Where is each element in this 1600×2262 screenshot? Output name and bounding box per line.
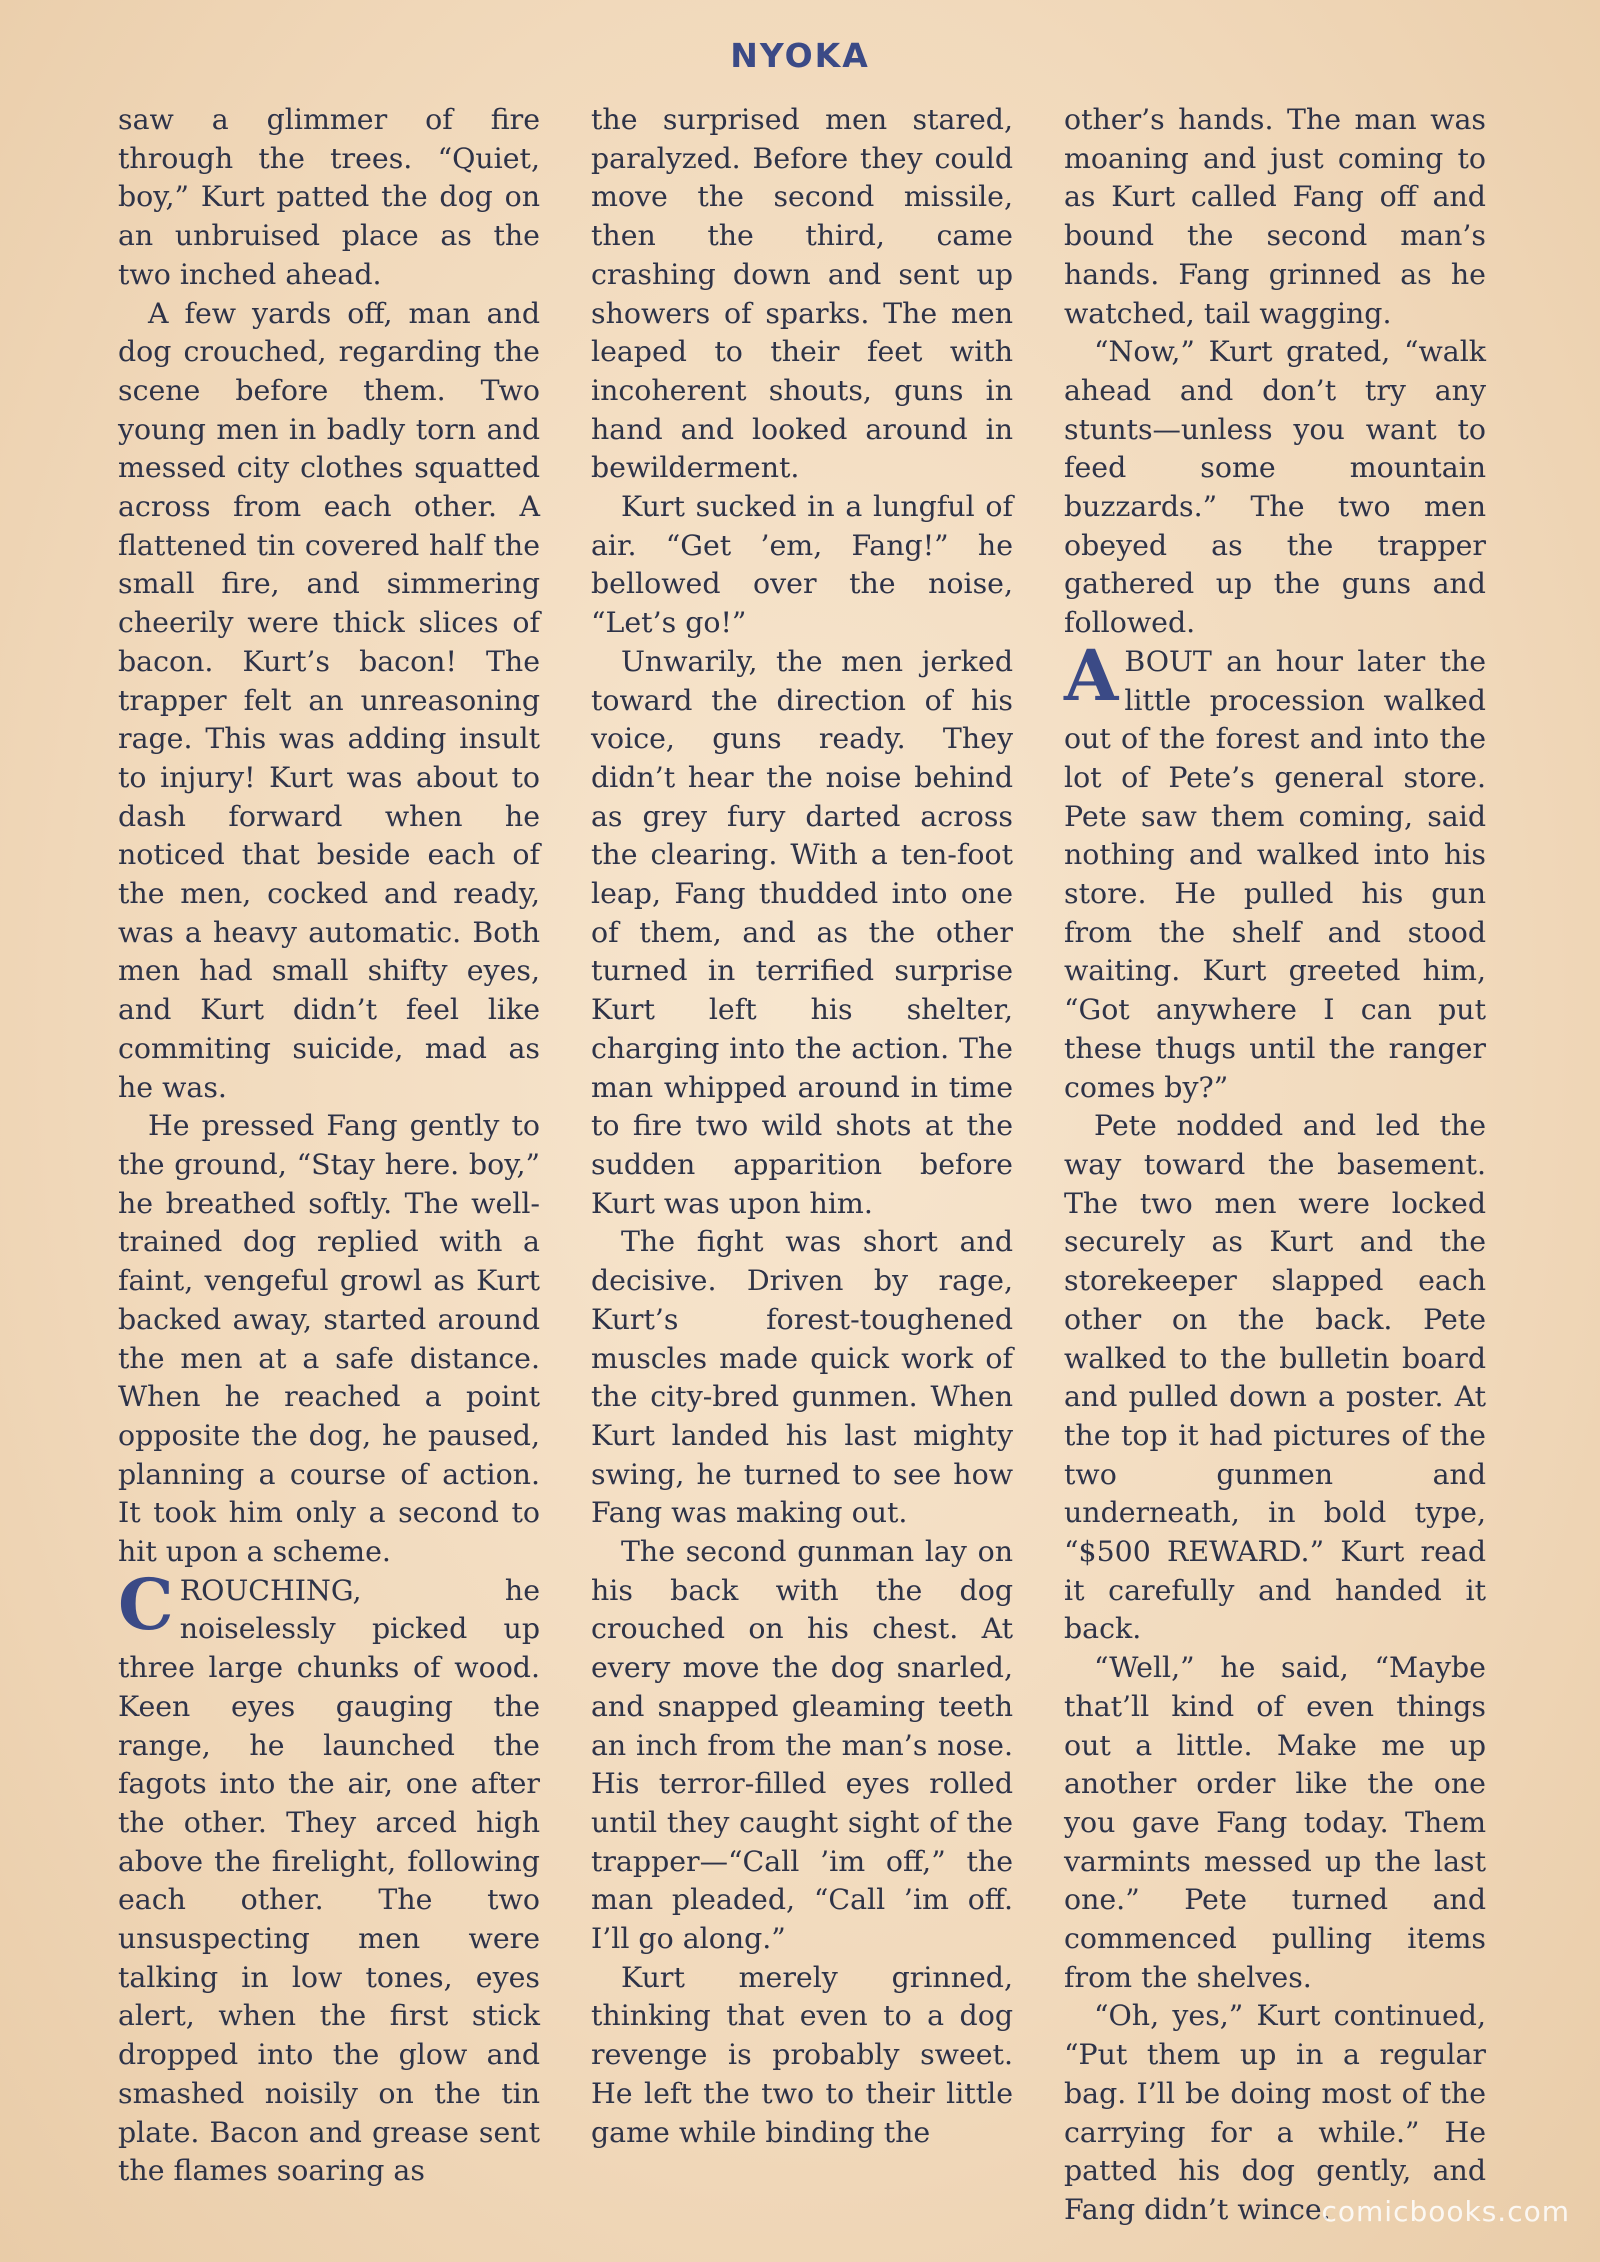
drop-cap: A <box>1064 633 1119 717</box>
paragraph-text: the surprised men stared, paralyzed. Before they could move the second missile, then the third, came crashing down and sent up showers of sparks. The men leaped to their feet with incoherent shouts, guns in hand and looked around in bewilderment. <box>591 103 1013 485</box>
text-column-2 <box>591 101 1013 2152</box>
text-column-3 <box>1064 101 1486 2230</box>
paragraph-text: Kurt merely grinned, thinking that even to a dog revenge is probably sweet. He left the two to their little game while binding the <box>591 1960 1013 2149</box>
page-title: NYOKA <box>730 36 870 75</box>
paragraph <box>591 1223 1013 1533</box>
paragraph <box>1064 1649 1486 1997</box>
paragraph-text: The fight was short and decisive. Driven by rage, Kurt’s forest-toughened muscles made quick work of the city-bred gunmen. When Kurt landed his last mighty swing, he turned to see how Fang was making out. <box>591 1225 1013 1530</box>
paragraph-text: other’s hands. The man was moaning and just coming to as Kurt called Fang off and bound the second man’s hands. Fang grinned as he watched, tail wagging. <box>1064 103 1486 330</box>
paragraph-text: Pete nodded and led the way toward the basement. The two men were locked securely as Kurt and the storekeeper slapped each other on the back. Pete walked to the bulletin board and pulled down a poster. At the top it had pictures of the two gunmen and underneath, in bold type, “$500 REWARD.” Kurt read it carefully and handed it back. <box>1064 1109 1486 1646</box>
paragraph <box>118 1107 540 1571</box>
paragraph <box>1064 1107 1486 1649</box>
paragraph-text: saw a glimmer of fire through the trees. “Quiet, boy,” Kurt patted the dog on an unbruised place as the two inched ahead. <box>118 103 540 291</box>
paragraph-text: ROUCHING, he noiselessly picked up three large chunks of wood. Keen eyes gauging the range, he launched the fagots into the air, one after the other. They arced high above the firelight, following each other. The two unsuspecting men were talking in low tones, eyes alert, when the first stick dropped into the glow and smashed noisily on the tin plate. Bacon and grease sent the flames soaring as <box>118 1573 540 2188</box>
paragraph-text: “Now,” Kurt grated, “walk ahead and don’t try any stunts—unless you want to feed some mountain buzzards.” The two men obeyed as the trapper gathered up the guns and followed. <box>1064 335 1486 640</box>
paragraph-text: Unwarily, the men jerked toward the direction of his voice, guns ready. They didn’t hear the noise behind as grey fury darted across the clearing. With a ten-foot leap, Fang thudded into one of them, and as the other turned in terrified surprise Kurt left his shelter, charging into the action. The man whipped around in time to fire two wild shots at the sudden apparition before Kurt was upon him. <box>591 644 1013 1220</box>
paragraph-text: Kurt sucked in a lungful of air. “Get ’em, Fang!” he bellowed over the noise, “Let’s go!” <box>591 490 1013 640</box>
paragraph-text: “Oh, yes,” Kurt continued, “Put them up in a regular bag. I’ll be doing most of the carrying for a while.” He patted his dog gently, and Fang didn’t wince. <box>1064 1999 1486 2226</box>
paragraph <box>591 1959 1013 2153</box>
text-column-1 <box>118 101 540 2191</box>
paragraph <box>118 101 540 295</box>
drop-cap: C <box>118 1562 174 1646</box>
paragraph <box>591 101 1013 488</box>
paragraph <box>591 1533 1013 1959</box>
paragraph-text: He pressed Fang gently to the ground, “Stay here. boy,” he breathed softly. The well-trained dog replied with a faint, vengeful growl as Kurt backed away, started around the men at a safe distance. When he reached a point opposite the dog, he paused, planning a course of action. It took him only a second to hit upon a scheme. <box>118 1109 540 1569</box>
paragraph-text: The second gunman lay on his back with the dog crouched on his chest. At every move the dog snarled, and snapped gleaming teeth an inch from the man’s nose. His terror-filled eyes rolled until they caught sight of the trapper—“Call ’im off,” the man pleaded, “Call ’im off. I’ll go along.” <box>591 1535 1013 1956</box>
paragraph <box>1064 101 1486 333</box>
paragraph <box>591 488 1013 643</box>
paragraph <box>1064 633 1486 1107</box>
site-watermark: comicbooks.com <box>1321 2195 1570 2228</box>
paragraph-text: A few yards off, man and dog crouched, regarding the scene before them. Two young men in badly torn and messed city clothes squatted across from each other. A flattened tin covered half the small fire, and simmering cheerily were thick slices of bacon. Kurt’s bacon! The trapper felt an unreasoning rage. This was adding insult to injury! Kurt was about to dash forward when he noticed that beside each of the men, cocked and ready, was a heavy automatic. Both men had small shifty eyes, and Kurt didn’t feel like commiting suicide, mad as he was. <box>118 296 540 1104</box>
paragraph <box>591 643 1013 1224</box>
paragraph <box>118 1562 540 2191</box>
paragraph <box>118 295 540 1108</box>
paragraph-text: BOUT an hour later the little procession walked out of the forest and into the lot of Pete’s general store. Pete saw them coming, said nothing and walked into his store. He pulled his gun from the shelf and stood waiting. Kurt greeted him, “Got anywhere I can put these thugs until the ranger comes by?” <box>1064 644 1486 1104</box>
paragraph-text: “Well,” he said, “Maybe that’ll kind of even things out a little. Make me up another order like the one you gave Fang today. Them varmints messed up the last one.” Pete turned and commenced pulling items from the shelves. <box>1064 1651 1486 1994</box>
paragraph <box>1064 333 1486 643</box>
